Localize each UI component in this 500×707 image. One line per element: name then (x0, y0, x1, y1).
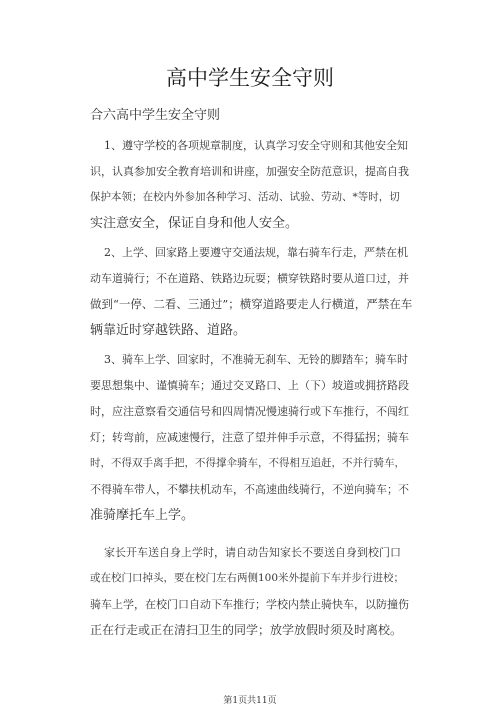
paragraph-line: 3、骑车上学、回家时，不准骑无刹车、无铃的脚踏车；骑车时 (104, 353, 408, 366)
paragraph-line: 实注意安全，保证自身和他人安全。 (90, 216, 299, 231)
paragraph-line: 正在行走或正在清扫卫生的同学；放学放假时须及时离校。 (90, 623, 403, 637)
paragraph-line: 时，应注意察看交通信号和四周情况慢速骑行或下车推行，不闯红 (90, 405, 409, 418)
paragraph-line: 准骑摩托车上学。 (90, 508, 195, 523)
document-subtitle: 合六高中学生安全守则 (90, 108, 221, 123)
page-number-footer: 第1页共11页 (223, 696, 277, 706)
paragraph-line: 保护本领；在校内外参加各种学习、活动、试验、劳动、*等时，切 (90, 191, 400, 203)
paragraph-line: 1、遵守学校的各项规章制度，认真学习安全守则和其他安全知 (104, 139, 408, 152)
paragraph-line: 辆靠近时穿越铁路、道路。 (90, 323, 247, 338)
paragraph-line: 不得骑车带人，不攀扶机动车，不高速曲线骑行，不逆向骑车；不 (90, 483, 409, 496)
paragraph-line: 或在校门口掉头，要在校门左右两侧100米外提前下车并步行进校； (90, 572, 405, 584)
paragraph-line: 骑车上学，在校门口自动下车推行；学校内禁止骑快车，以防撞伤 (90, 598, 409, 611)
paragraph-line: 动车道骑行；不在道路、铁路边玩耍；横穿铁路时要从道口过，并 (90, 272, 409, 285)
paragraph-line: 识，认真参加安全教育培训和讲座，加强安全防范意识，提高自我 (90, 165, 409, 178)
paragraph-line: 灯；转弯前，应减速慢行，注意了望并伸手示意，不得猛拐；骑车 (90, 431, 409, 444)
page-title: 高中学生安全守则 (166, 66, 334, 90)
paragraph-line: 家长开车送自身上学时，请自动告知家长不要送自身到校门口 (104, 546, 401, 559)
paragraph-line: 做到“一停、二看、三通过”；横穿道路要走人行横道，严禁在车 (90, 297, 413, 311)
paragraph-line: 2、上学、回家路上要遵守交通法规，靠右骑车行走，严禁在机 (104, 246, 408, 259)
paragraph-line: 要思想集中、谨慎骑车；通过交叉路口、上（下）坡道或拥挤路段 (90, 379, 409, 392)
paragraph-line: 时，不得双手离手把，不得撑伞骑车，不得相互追赶，不并行骑车， (90, 457, 405, 469)
